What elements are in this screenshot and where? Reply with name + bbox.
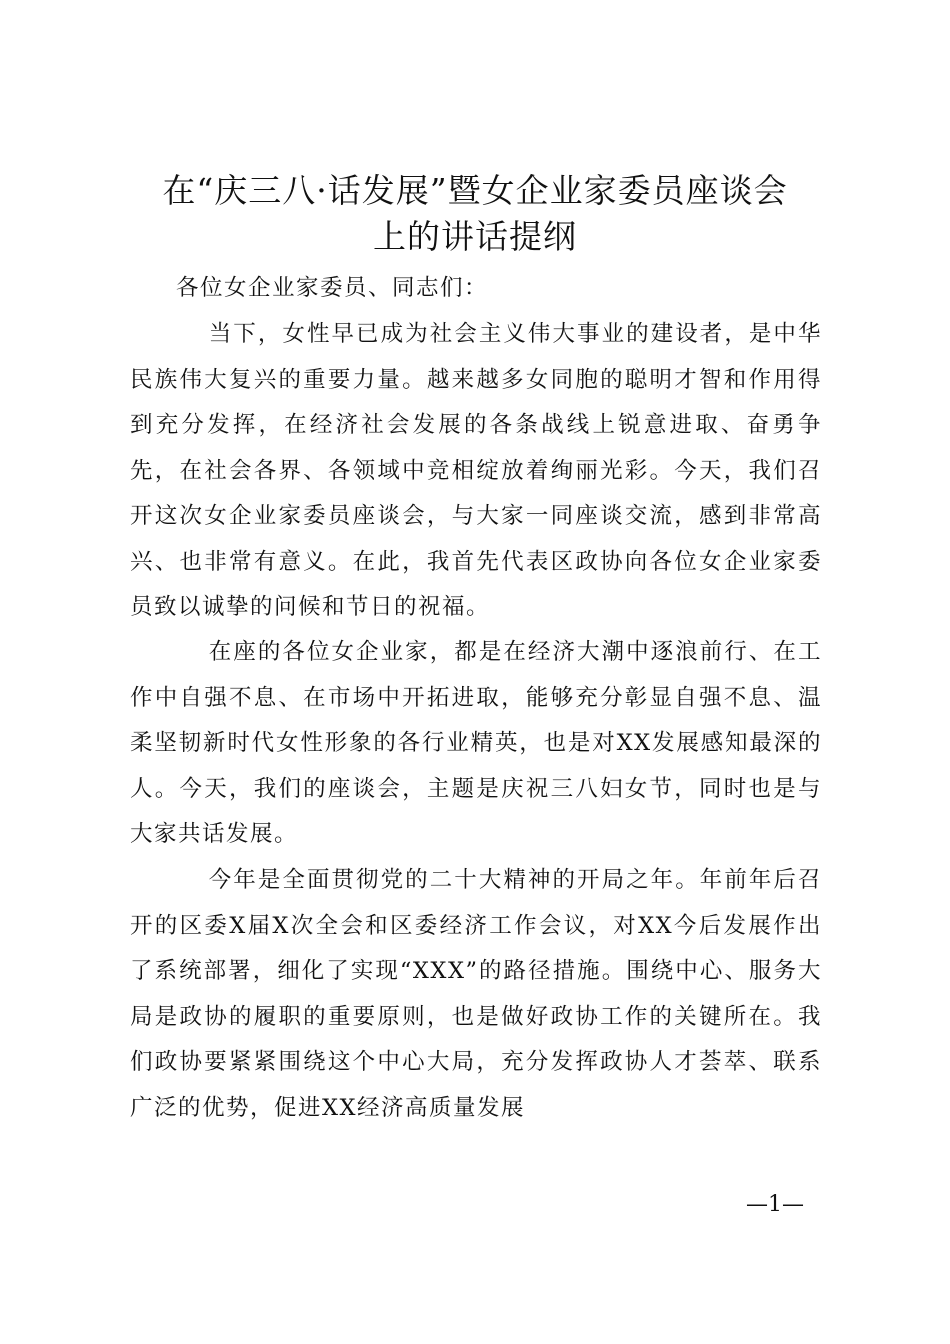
page-number: —1— [746, 1192, 804, 1217]
paragraph-2: 在座的各位女企业家，都是在经济大潮中逐浪前行、在工作中自强不息、在市场中开拓进取，能够充分彰显自强不息、温柔坚韧新时代女性形象的各行业精英，也是对XX发展感知最深的人。今天，我们的座谈会，主题是庆祝三八妇女节，同时也是与大家共话发展。 [130, 639, 822, 847]
title-line-2: 上的讲话提纲 [373, 217, 577, 256]
title-line-1: 在“庆三八·话发展”暨女企业家委员座谈会 [162, 171, 788, 210]
paragraph-3: 今年是全面贯彻党的二十大精神的开局之年。年前年后召开的区委X届X次全会和区委经济工作会议，对XX今后发展作出了系统部署，细化了实现“XXX”的路径措施。围绕中心、服务大局是政协的履职的重要原则，也是做好政协工作的关键所在。我们政协要紧紧围绕这个中心大局，充分发挥政协人才荟萃、联系广泛的优势，促进XX经济高质量发展 [130, 867, 822, 1121]
document-title [110, 168, 840, 260]
paragraph-1: 当下，女性早已成为社会主义伟大事业的建设者，是中华民族伟大复兴的重要力量。越来越多女同胞的聪明才智和作用得到充分发挥，在经济社会发展的各条战线上锐意进取、奋勇争先，在社会各界、各领域中竞相绽放着绚丽光彩。今天，我们召开这次女企业家委员座谈会，与大家一同座谈交流，感到非常高兴、也非常有意义。在此，我首先代表区政协向各位女企业家委员致以诚挚的问候和节日的祝福。 [130, 321, 822, 620]
salutation: 各位女企业家委员、同志们： [176, 275, 489, 301]
